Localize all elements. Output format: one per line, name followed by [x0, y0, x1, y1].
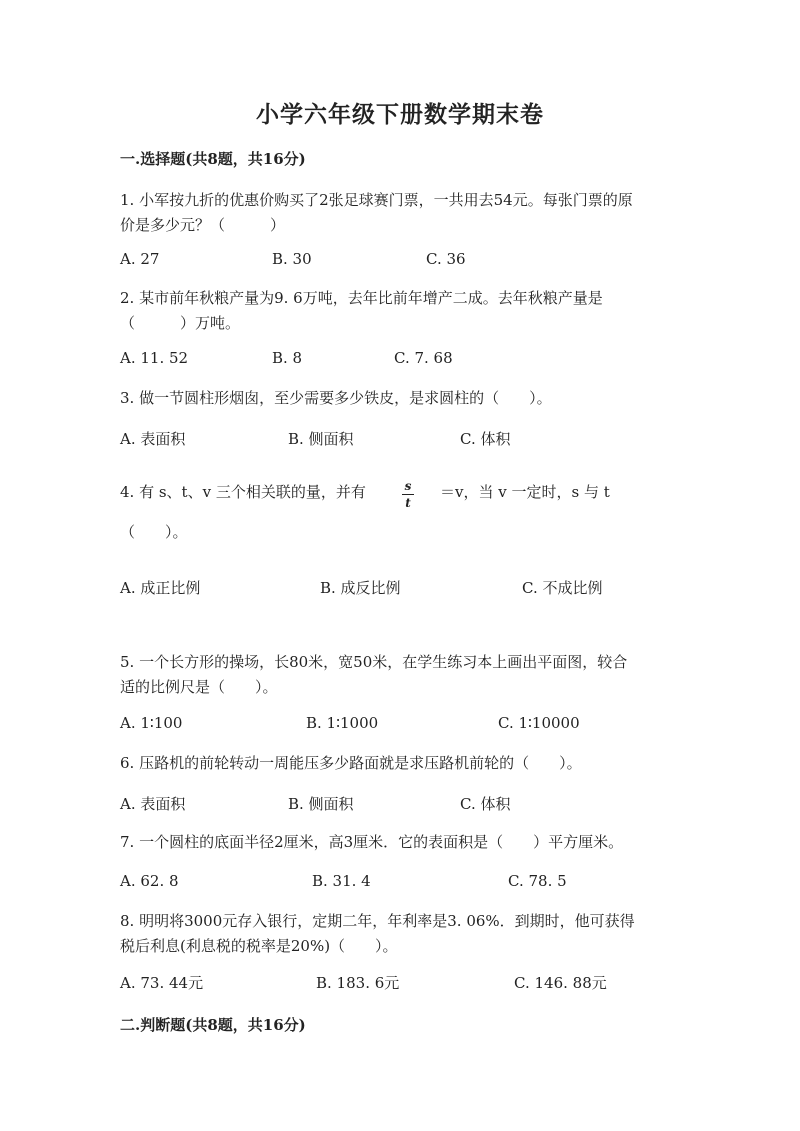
option-b[interactable]: B. 侧面积 — [288, 795, 354, 813]
section-heading-choice: 一.选择题(共8题，共16分) — [120, 150, 306, 168]
option-b[interactable]: B. 成反比例 — [320, 579, 401, 597]
option-c[interactable]: C. 78. 5 — [508, 872, 567, 890]
option-a[interactable]: A. 27 — [120, 250, 160, 268]
option-b[interactable]: B. 侧面积 — [288, 430, 354, 448]
option-a[interactable]: A. 表面积 — [120, 795, 186, 813]
question-text: 5. 一个长方形的操场，长80米，宽50米，在学生练习本上画出平面图，较合 — [120, 653, 628, 671]
question-text: 税后利息(利息税的税率是20%)（ ）。 — [120, 937, 398, 955]
page-title: 小学六年级下册数学期末卷 — [256, 101, 544, 128]
question-text: 2. 某市前年秋粮产量为9. 6万吨，去年比前年增产二成。去年秋粮产量是 — [120, 289, 603, 307]
option-a[interactable]: A. 成正比例 — [120, 579, 201, 597]
question-text: （ ）万吨。 — [120, 314, 241, 332]
question-7 — [120, 830, 700, 855]
fraction — [400, 479, 416, 510]
question-text: 3. 做一节圆柱形烟囱，至少需要多少铁皮，是求圆柱的（ ）。 — [120, 389, 552, 407]
question-text: 7. 一个圆柱的底面半径2厘米，高3厘米．它的表面积是（ ）平方厘米。 — [120, 833, 624, 851]
section-heading-judgement: 二.判断题(共8题，共16分) — [120, 1016, 306, 1034]
option-a[interactable]: A. 1∶100 — [120, 714, 183, 732]
option-b[interactable]: B. 8 — [272, 349, 303, 367]
question-text: 4. 有 s、t、v 三个相关联的量，并有 — [120, 483, 366, 501]
option-b[interactable]: B. 31. 4 — [312, 872, 371, 890]
option-a[interactable]: A. 73. 44元 — [120, 974, 204, 992]
option-c[interactable]: C. 36 — [426, 250, 466, 268]
fraction-numerator: s — [404, 479, 412, 493]
option-c[interactable]: C. 1∶10000 — [498, 714, 580, 732]
option-a[interactable]: A. 表面积 — [120, 430, 186, 448]
question-text: 1. 小军按九折的优惠价购买了2张足球赛门票，一共用去54元。每张门票的原 — [120, 191, 633, 209]
question-5 — [120, 650, 680, 700]
question-text: 价是多少元？（ ） — [120, 216, 286, 234]
question-text: 6. 压路机的前轮转动一周能压多少路面就是求压路机前轮的（ ）。 — [120, 754, 582, 772]
option-a[interactable]: A. 11. 52 — [120, 349, 189, 367]
option-c[interactable]: C. 体积 — [460, 795, 511, 813]
fraction-denominator: t — [405, 496, 411, 510]
question-1 — [120, 188, 680, 238]
option-c[interactable]: C. 不成比例 — [522, 579, 603, 597]
fraction-bar — [402, 494, 414, 495]
question-6 — [120, 751, 680, 776]
option-b[interactable]: B. 1∶1000 — [306, 714, 379, 732]
question-8 — [120, 909, 680, 959]
option-c[interactable]: C. 146. 88元 — [514, 974, 607, 992]
option-a[interactable]: A. 62. 8 — [120, 872, 179, 890]
option-b[interactable]: B. 30 — [272, 250, 312, 268]
question-3 — [120, 386, 680, 411]
question-2 — [120, 286, 680, 336]
question-text: 8. 明明将3000元存入银行，定期二年，年利率是3. 06%．到期时，他可获得 — [120, 912, 635, 930]
option-c[interactable]: C. 7. 68 — [394, 349, 453, 367]
question-text: 适的比例尺是（ ）。 — [120, 678, 278, 696]
option-c[interactable]: C. 体积 — [460, 430, 511, 448]
option-b[interactable]: B. 183. 6元 — [316, 974, 400, 992]
question-text: ＝v，当 v 一定时，s 与 t — [440, 483, 610, 501]
question-text: （ ）。 — [120, 523, 188, 541]
